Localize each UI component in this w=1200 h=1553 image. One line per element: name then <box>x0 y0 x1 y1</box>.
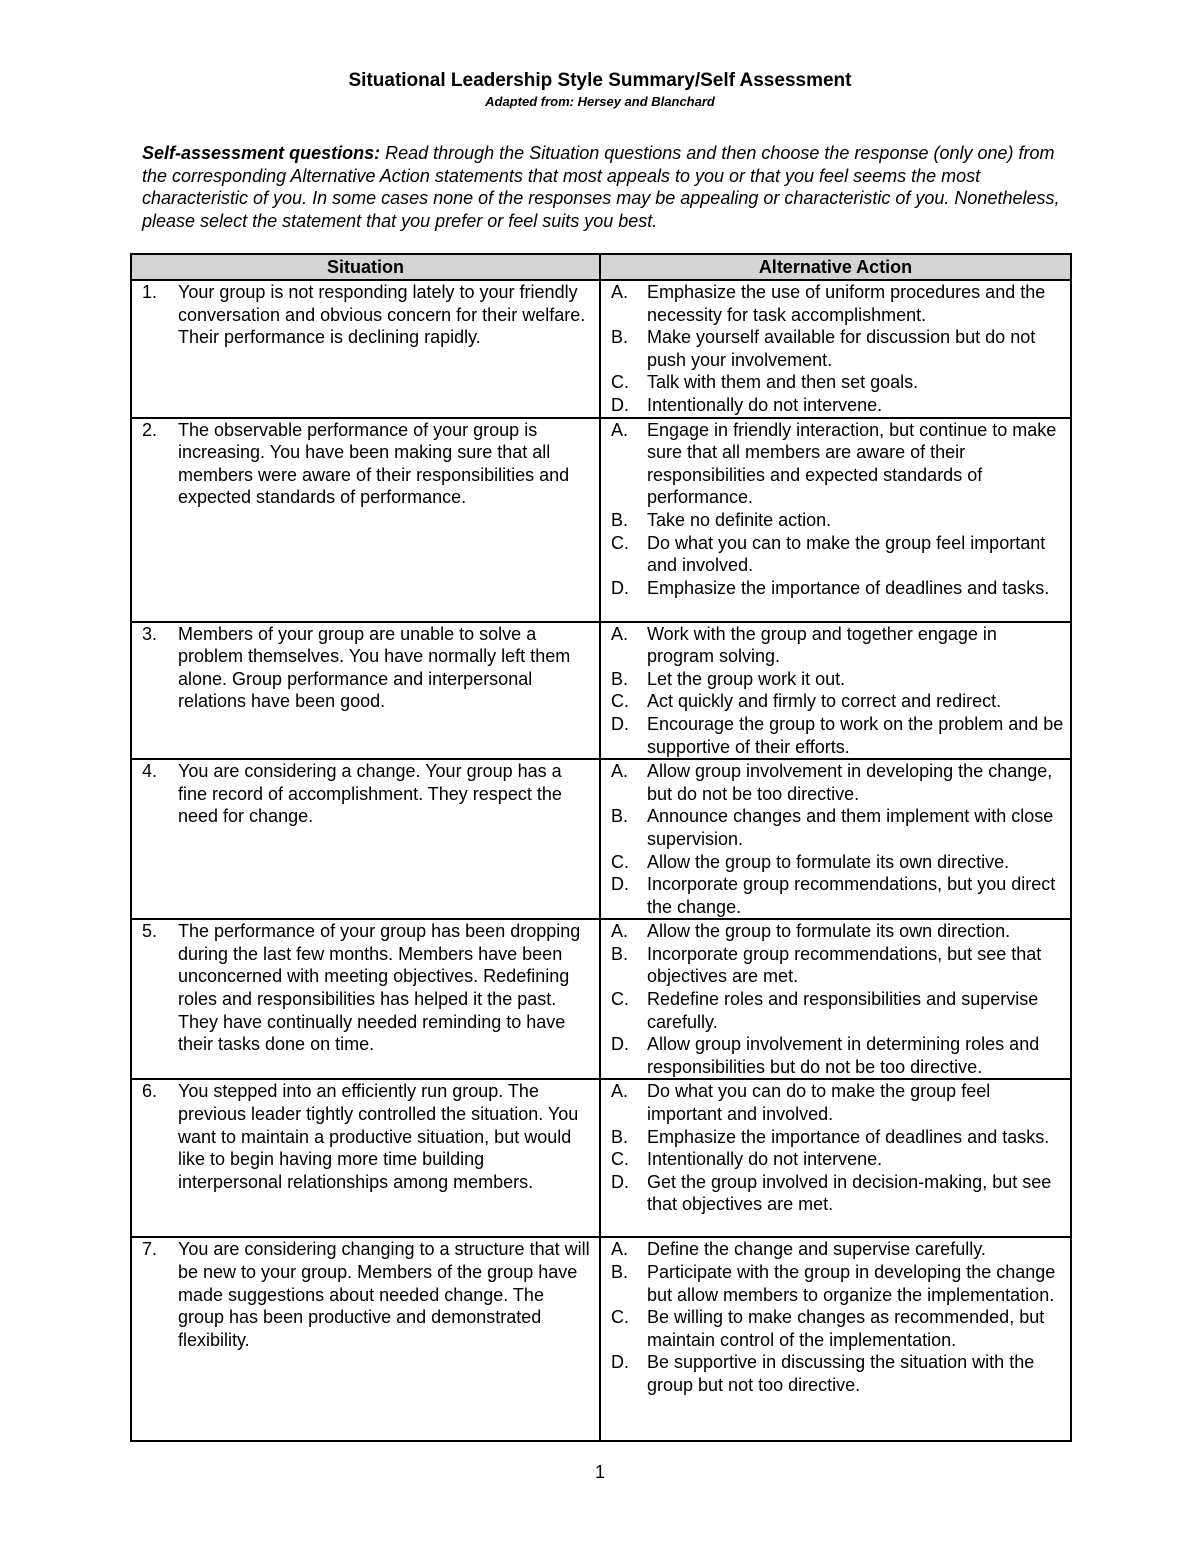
option-text: Emphasize the importance of deadlines and tasks. <box>647 577 1050 598</box>
action-option <box>611 920 1064 943</box>
action-option <box>611 713 1064 758</box>
table-row <box>131 418 1071 622</box>
option-letter: D. <box>611 577 629 598</box>
situation-number: 7. <box>142 1239 158 1260</box>
action-option <box>611 1080 1064 1125</box>
action-options <box>601 920 1070 1078</box>
action-option <box>611 623 1064 668</box>
option-letter: A. <box>611 921 629 942</box>
option-letter: D. <box>611 1171 629 1192</box>
situation-cell <box>131 1237 600 1441</box>
action-option <box>611 394 1064 417</box>
action-option <box>611 1238 1064 1261</box>
table-header-row <box>131 254 1071 280</box>
option-text: Be willing to make changes as recommended, but maintain control of the implementation. <box>647 1307 1045 1350</box>
action-option <box>611 1351 1064 1396</box>
option-text: Participate with the group in developing the change but allow members to organize the implementation. <box>647 1262 1056 1305</box>
action-option <box>611 1148 1064 1171</box>
page-title: Situational Leadership Style Summary/Self Assessment <box>348 70 852 91</box>
option-text: Allow the group to formulate its own directive. <box>647 851 1010 872</box>
option-text: Make yourself available for discussion but do not push your involvement. <box>647 327 1036 370</box>
option-letter: B. <box>611 1126 629 1147</box>
situation-number: 3. <box>142 623 158 644</box>
action-options <box>601 1238 1070 1396</box>
action-option <box>611 668 1064 691</box>
option-text: Take no definite action. <box>647 509 832 530</box>
action-cell <box>600 622 1071 760</box>
option-text: Incorporate group recommendations, but see that objectives are met. <box>647 943 1042 987</box>
action-options <box>601 1080 1070 1216</box>
action-cell <box>600 919 1071 1079</box>
action-option <box>611 851 1064 874</box>
action-option <box>611 1033 1064 1078</box>
option-letter: C. <box>611 989 629 1010</box>
intro-paragraph <box>142 142 1062 232</box>
page-subtitle: Adapted from: Hersey and Blanchard <box>485 94 715 109</box>
action-option <box>611 326 1064 371</box>
action-option <box>611 577 1064 600</box>
situation-number: 6. <box>142 1081 158 1102</box>
option-letter: C. <box>611 532 629 553</box>
situation-cell <box>131 622 600 760</box>
option-text: Redefine roles and responsibilities and supervise carefully. <box>647 989 1039 1032</box>
option-letter: C. <box>611 691 629 712</box>
table-row <box>131 1079 1071 1237</box>
situation-number: 5. <box>142 921 158 942</box>
table-body <box>131 280 1071 1441</box>
option-letter: B. <box>611 1262 629 1283</box>
option-letter: D. <box>611 874 629 895</box>
action-option <box>611 371 1064 394</box>
table-row <box>131 622 1071 760</box>
option-letter: D. <box>611 713 629 734</box>
action-option <box>611 760 1064 805</box>
option-letter: B. <box>611 668 629 689</box>
option-letter: D. <box>611 394 629 415</box>
assessment-table <box>130 253 1072 1442</box>
action-option <box>611 873 1064 918</box>
action-cell <box>600 1079 1071 1237</box>
situation-cell <box>131 418 600 622</box>
situation-cell <box>131 1079 600 1237</box>
option-letter: C. <box>611 1307 629 1328</box>
situation-number: 2. <box>142 419 158 440</box>
option-letter: A. <box>611 419 629 440</box>
situation-text: You are considering a change. Your group has a fine record of accomplishment. They respect the need for change. <box>178 761 562 827</box>
action-cell <box>600 1237 1071 1441</box>
situation-text: The performance of your group has been dropping during the last few months. Members have been unconcerned with meeting objectives. Redefining roles and responsibilities has helped it the past. They have continually needed reminding to have their tasks done on time. <box>178 921 581 1055</box>
option-text: Do what you can do to make the group feel important and involved. <box>647 1081 991 1125</box>
option-text: Act quickly and firmly to correct and redirect. <box>647 691 1002 712</box>
situation-text: You stepped into an efficiently run group. The previous leader tightly controlled the situation. You want to maintain a productive situation, but would like to begin having more time building interpersonal relationships among members. <box>178 1081 579 1192</box>
action-options <box>601 623 1070 759</box>
action-cell <box>600 418 1071 622</box>
option-letter: B. <box>611 327 629 348</box>
option-text: Announce changes and them implement with close supervision. <box>647 806 1054 849</box>
action-option <box>611 281 1064 326</box>
situation-text: Your group is not responding lately to your friendly conversation and obvious concern for their welfare. Their performance is declining rapidly. <box>178 282 586 348</box>
option-text: Define the change and supervise carefully. <box>647 1239 986 1260</box>
action-option <box>611 690 1064 713</box>
action-option <box>611 509 1064 532</box>
option-text: Encourage the group to work on the problem and be supportive of their efforts. <box>647 713 1064 757</box>
option-text: Let the group work it out. <box>647 668 846 689</box>
intro-label: Self-assessment questions: <box>142 143 381 163</box>
situation-text: Members of your group are unable to solve a problem themselves. You have normally left them alone. Group performance and interpersonal relations have been good. <box>178 623 571 712</box>
option-text: Allow group involvement in determining roles and responsibilities but do not be too directive. <box>647 1034 1040 1077</box>
action-options <box>601 281 1070 417</box>
option-text: Intentionally do not intervene. <box>647 1149 883 1170</box>
situation-header: Situation <box>131 254 600 280</box>
option-text: Do what you can to make the group feel important and involved. <box>647 532 1046 576</box>
option-letter: C. <box>611 372 629 393</box>
option-letter: B. <box>611 943 629 964</box>
action-option <box>611 1261 1064 1306</box>
alternative-action-header: Alternative Action <box>600 254 1071 280</box>
intro-text: Read through the Situation questions and then choose the response (only one) from the corresponding Alternative Action statements that most appeals to you or that you feel seems the most characteristic of you. In some cases none of the responses may be appealing or characteristic of you. Nonetheless, please select the statement that you prefer or feel suits you best. <box>142 143 1060 231</box>
action-option <box>611 805 1064 850</box>
situation-cell <box>131 919 600 1079</box>
option-letter: B. <box>611 806 629 827</box>
option-letter: A. <box>611 1239 629 1260</box>
option-letter: C. <box>611 1149 629 1170</box>
action-cell <box>600 759 1071 919</box>
page-number: 1 <box>594 1462 605 1482</box>
table-row <box>131 919 1071 1079</box>
situation-cell <box>131 280 600 418</box>
option-letter: C. <box>611 851 629 872</box>
option-text: Intentionally do not intervene. <box>647 394 883 415</box>
table-row <box>131 1237 1071 1441</box>
option-letter: A. <box>611 761 629 782</box>
situation-text: The observable performance of your group is increasing. You have been making sure that all members were aware of their responsibilities and expected standards of performance. <box>178 419 570 508</box>
situation-text: You are considering changing to a structure that will be new to your group. Members of the group have made suggestions about needed change. The group has been productive and demonstrated flexibility. <box>178 1239 590 1350</box>
option-letter: D. <box>611 1352 629 1373</box>
situation-cell <box>131 759 600 919</box>
situation-number: 1. <box>142 282 158 302</box>
action-option <box>611 988 1064 1033</box>
option-text: Emphasize the use of uniform procedures and the necessity for task accomplishment. <box>647 282 1046 325</box>
action-option <box>611 1126 1064 1149</box>
option-text: Allow group involvement in developing the change, but do not be too directive. <box>647 761 1053 804</box>
option-text: Emphasize the importance of deadlines and tasks. <box>647 1126 1050 1147</box>
option-text: Incorporate group recommendations, but you direct the change. <box>647 874 1056 917</box>
option-letter: B. <box>611 509 629 530</box>
option-text: Allow the group to formulate its own direction. <box>647 921 1011 942</box>
action-option <box>611 1171 1064 1216</box>
action-cell <box>600 280 1071 418</box>
situation-number: 4. <box>142 761 158 782</box>
action-options <box>601 419 1070 600</box>
option-text: Talk with them and then set goals. <box>647 372 919 393</box>
option-text: Engage in friendly interaction, but continue to make sure that all members are aware of their responsibilities and expected standards of performance. <box>647 419 1057 508</box>
action-option <box>611 1306 1064 1351</box>
option-text: Get the group involved in decision-making, but see that objectives are met. <box>647 1171 1052 1215</box>
option-text: Be supportive in discussing the situation with the group but not too directive. <box>647 1352 1035 1395</box>
table-row <box>131 759 1071 919</box>
option-text: Work with the group and together engage in program solving. <box>647 623 997 667</box>
option-letter: D. <box>611 1034 629 1055</box>
option-letter: A. <box>611 282 629 302</box>
option-letter: A. <box>611 1081 629 1102</box>
action-option <box>611 943 1064 988</box>
action-option <box>611 532 1064 577</box>
action-option <box>611 419 1064 509</box>
table-row <box>131 280 1071 418</box>
action-options <box>601 760 1070 918</box>
option-letter: A. <box>611 623 629 644</box>
